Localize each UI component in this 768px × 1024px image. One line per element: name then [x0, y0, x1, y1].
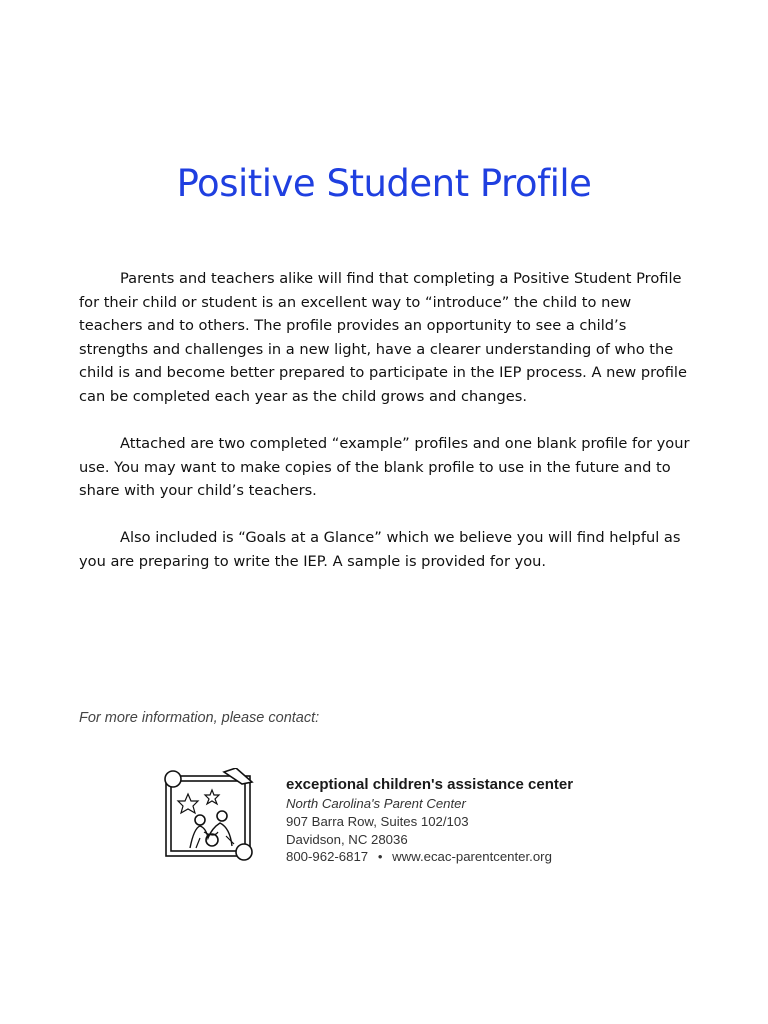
org-subtitle: North Carolina's Parent Center — [286, 796, 466, 811]
phone-website-line — [286, 849, 552, 864]
website-link[interactable]: www.ecac-parentcenter.org — [392, 849, 552, 864]
contact-label: For more information, please contact: — [79, 710, 320, 726]
street-address: 907 Barra Row, Suites 102/103 — [286, 814, 469, 829]
city-address: Davidson, NC 28036 — [286, 832, 408, 847]
phone-number: 800-962-6817 — [286, 849, 369, 864]
bullet-separator: • — [377, 849, 383, 864]
goals-paragraph: Also included is “Goals at a Glance” which we believe you will find helpful as you are preparing to write the IEP. A sample is provided for you. — [79, 529, 681, 570]
attachments-paragraph: Attached are two completed “example” profiles and one blank profile for your use. You may want to make copies of the blank profile to use in the future and to share with your child’s teachers. — [79, 435, 690, 499]
page-title: Positive Student Profile — [176, 162, 592, 205]
org-name: exceptional children's assistance center — [286, 776, 574, 793]
ecac-logo-icon — [160, 768, 260, 864]
intro-paragraph: Parents and teachers alike will find that completing a Positive Student Profile for their child or student is an excellent way to “introduce” the child to new teachers and to others. The profile provides an opportunity to see a child’s strengths and challenges in a new light, have a clearer understanding of who the child is and become better prepared to participate in the IEP process. A new profile can be completed each year as the child grows and changes. — [79, 270, 687, 405]
